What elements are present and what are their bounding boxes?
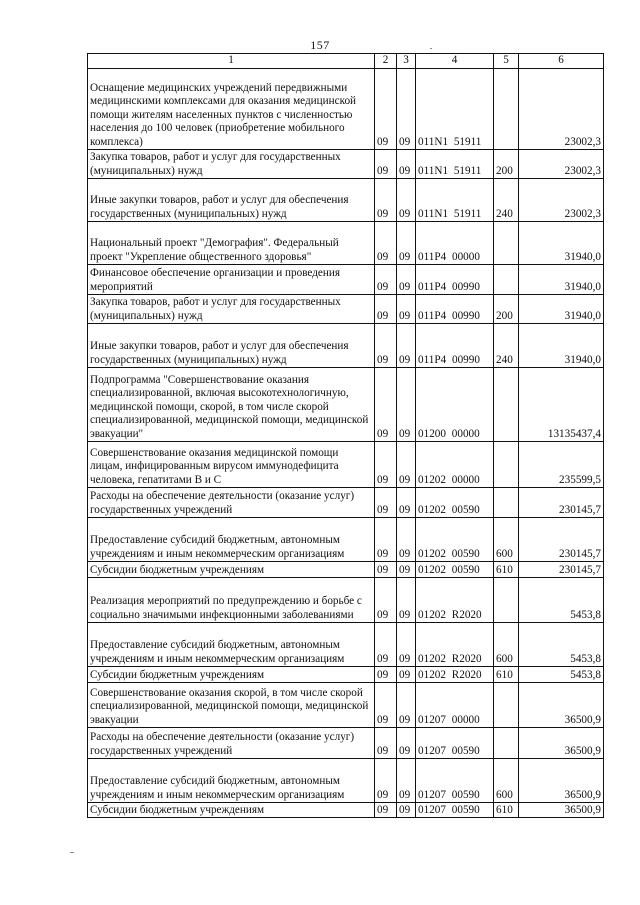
header-col-5: 5	[494, 54, 519, 69]
row-target-article: 01202 R2020	[416, 667, 494, 683]
row-target-article: 011P4 00000	[416, 222, 494, 265]
table-row	[88, 667, 604, 683]
row-section: 09	[375, 578, 397, 623]
row-section: 09	[375, 368, 397, 442]
row-expense-type: 600	[494, 623, 519, 667]
header-col-2: 2	[375, 54, 397, 69]
row-target-article: 01202 00590	[416, 518, 494, 562]
row-amount: 31940,0	[519, 265, 604, 295]
row-expense-type: 240	[494, 324, 519, 368]
row-section: 09	[375, 69, 397, 150]
row-section: 09	[375, 562, 397, 578]
table-row	[88, 623, 604, 667]
row-section: 09	[375, 324, 397, 368]
table-row	[88, 324, 604, 368]
row-expense-type	[494, 222, 519, 265]
row-target-article: 011N1 51911	[416, 69, 494, 150]
row-target-article: 01207 00590	[416, 759, 494, 803]
row-target-article: 01200 00000	[416, 368, 494, 442]
row-subsection: 09	[397, 368, 416, 442]
row-expense-type	[494, 368, 519, 442]
row-section: 09	[375, 295, 397, 324]
budget-table	[87, 53, 604, 818]
row-name: Субсидии бюджетным учреждениям	[88, 562, 375, 578]
row-name: Закупка товаров, работ и услуг для государственных (муниципальных) нужд	[88, 150, 375, 179]
row-section: 09	[375, 150, 397, 179]
row-name: Подпрограмма "Совершенствование оказания специализированной, включая высокотехнологичную, медицинской помощи, скорой, в том числе скорой специализированной, медицинской помощи, медицинской эвакуации"	[88, 368, 375, 442]
row-name: Закупка товаров, работ и услуг для государственных (муниципальных) нужд	[88, 295, 375, 324]
row-subsection: 09	[397, 803, 416, 818]
row-section: 09	[375, 265, 397, 295]
row-section: 09	[375, 683, 397, 728]
row-amount: 23002,3	[519, 179, 604, 222]
row-name: Предоставление субсидий бюджетным, автономным учреждениям и иным некоммерческим организациям	[88, 518, 375, 562]
row-name: Совершенствование оказания медицинской помощи лицам, инфицированным вирусом иммунодефицита человека, гепатитами В и С	[88, 442, 375, 488]
row-amount: 31940,0	[519, 222, 604, 265]
table-row	[88, 442, 604, 488]
row-subsection: 09	[397, 518, 416, 562]
row-name: Иные закупки товаров, работ и услуг для обеспечения государственных (муниципальных) нужд	[88, 179, 375, 222]
row-target-article: 011P4 00990	[416, 295, 494, 324]
row-expense-type: 240	[494, 179, 519, 222]
row-name: Национальный проект "Демография". Федеральный проект "Укрепление общественного здоровья"	[88, 222, 375, 265]
row-expense-type: 600	[494, 518, 519, 562]
row-expense-type: 200	[494, 295, 519, 324]
row-expense-type: 600	[494, 759, 519, 803]
table-row	[88, 728, 604, 759]
row-expense-type	[494, 683, 519, 728]
row-amount: 23002,3	[519, 69, 604, 150]
table-header	[88, 54, 604, 69]
row-amount: 5453,8	[519, 578, 604, 623]
row-expense-type	[494, 578, 519, 623]
table-row	[88, 683, 604, 728]
row-target-article: 011P4 00990	[416, 265, 494, 295]
row-name: Предоставление субсидий бюджетным, автономным учреждениям и иным некоммерческим организациям	[88, 623, 375, 667]
row-section: 09	[375, 759, 397, 803]
row-expense-type	[494, 442, 519, 488]
row-expense-type: 610	[494, 562, 519, 578]
row-subsection: 09	[397, 150, 416, 179]
row-amount: 235599,5	[519, 442, 604, 488]
row-amount: 230145,7	[519, 562, 604, 578]
row-target-article: 011N1 51911	[416, 150, 494, 179]
row-amount: 31940,0	[519, 295, 604, 324]
scan-speck	[70, 852, 74, 853]
table-row	[88, 488, 604, 518]
page-number: 157	[310, 38, 330, 52]
row-subsection: 09	[397, 667, 416, 683]
table-row	[88, 295, 604, 324]
row-expense-type: 200	[494, 150, 519, 179]
row-target-article: 011N1 51911	[416, 179, 494, 222]
table-row	[88, 578, 604, 623]
row-subsection: 09	[397, 179, 416, 222]
row-subsection: 09	[397, 728, 416, 759]
header-col-3: 3	[397, 54, 416, 69]
row-subsection: 09	[397, 222, 416, 265]
table-row	[88, 150, 604, 179]
row-subsection: 09	[397, 265, 416, 295]
row-amount: 5453,8	[519, 667, 604, 683]
row-amount: 23002,3	[519, 150, 604, 179]
row-amount: 31940,0	[519, 324, 604, 368]
row-target-article: 01202 00000	[416, 442, 494, 488]
row-section: 09	[375, 728, 397, 759]
table-row	[88, 222, 604, 265]
row-name: Расходы на обеспечение деятельности (оказание услуг) государственных учреждений	[88, 488, 375, 518]
row-section: 09	[375, 442, 397, 488]
row-amount: 5453,8	[519, 623, 604, 667]
row-amount: 230145,7	[519, 518, 604, 562]
row-name: Финансовое обеспечение организации и проведения мероприятий	[88, 265, 375, 295]
table-row	[88, 69, 604, 150]
row-name: Реализация мероприятий по предупреждению и борьбе с социально значимыми инфекционными заболеваниями	[88, 578, 375, 623]
row-subsection: 09	[397, 759, 416, 803]
row-name: Расходы на обеспечение деятельности (оказание услуг) государственных учреждений	[88, 728, 375, 759]
row-amount: 230145,7	[519, 488, 604, 518]
row-expense-type: 610	[494, 803, 519, 818]
scan-speck	[430, 48, 432, 49]
row-subsection: 09	[397, 623, 416, 667]
row-name: Иные закупки товаров, работ и услуг для обеспечения государственных (муниципальных) нужд	[88, 324, 375, 368]
row-subsection: 09	[397, 562, 416, 578]
row-name: Субсидии бюджетным учреждениям	[88, 803, 375, 818]
row-section: 09	[375, 488, 397, 518]
row-amount: 36500,9	[519, 803, 604, 818]
row-target-article: 01207 00590	[416, 803, 494, 818]
row-name: Субсидии бюджетным учреждениям	[88, 667, 375, 683]
table-row	[88, 368, 604, 442]
row-expense-type	[494, 728, 519, 759]
row-subsection: 09	[397, 324, 416, 368]
header-col-4: 4	[416, 54, 494, 69]
row-name: Совершенствование оказания скорой, в том числе скорой специализированной, медицинской помощи, медицинской эвакуации	[88, 683, 375, 728]
row-subsection: 09	[397, 295, 416, 324]
row-name: Предоставление субсидий бюджетным, автономным учреждениям и иным некоммерческим организациям	[88, 759, 375, 803]
row-section: 09	[375, 179, 397, 222]
table-row	[88, 562, 604, 578]
row-subsection: 09	[397, 683, 416, 728]
table-row	[88, 803, 604, 818]
row-amount: 36500,9	[519, 728, 604, 759]
table-row	[88, 518, 604, 562]
row-target-article: 01207 00590	[416, 728, 494, 759]
table-row	[88, 759, 604, 803]
row-target-article: 01202 00590	[416, 488, 494, 518]
row-expense-type	[494, 265, 519, 295]
row-amount: 13135437,4	[519, 368, 604, 442]
row-subsection: 09	[397, 69, 416, 150]
row-target-article: 01202 R2020	[416, 578, 494, 623]
row-section: 09	[375, 518, 397, 562]
table-row	[88, 265, 604, 295]
row-section: 09	[375, 667, 397, 683]
row-section: 09	[375, 222, 397, 265]
row-amount: 36500,9	[519, 759, 604, 803]
row-subsection: 09	[397, 578, 416, 623]
header-col-6: 6	[519, 54, 604, 69]
row-section: 09	[375, 803, 397, 818]
row-target-article: 011P4 00990	[416, 324, 494, 368]
row-expense-type	[494, 488, 519, 518]
row-amount: 36500,9	[519, 683, 604, 728]
row-target-article: 01202 00590	[416, 562, 494, 578]
row-target-article: 01202 R2020	[416, 623, 494, 667]
table-body	[88, 69, 604, 818]
row-section: 09	[375, 623, 397, 667]
row-expense-type	[494, 69, 519, 150]
row-name: Оснащение медицинских учреждений передвижными медицинскими комплексами для оказания медицинской помощи жителям населенных пунктов с численностью населения до 100 человек (приобретение мобильного комплекса)	[88, 69, 375, 150]
row-target-article: 01207 00000	[416, 683, 494, 728]
header-row	[88, 54, 604, 69]
row-subsection: 09	[397, 442, 416, 488]
row-subsection: 09	[397, 488, 416, 518]
header-col-1: 1	[88, 54, 375, 69]
row-expense-type: 610	[494, 667, 519, 683]
table-row	[88, 179, 604, 222]
